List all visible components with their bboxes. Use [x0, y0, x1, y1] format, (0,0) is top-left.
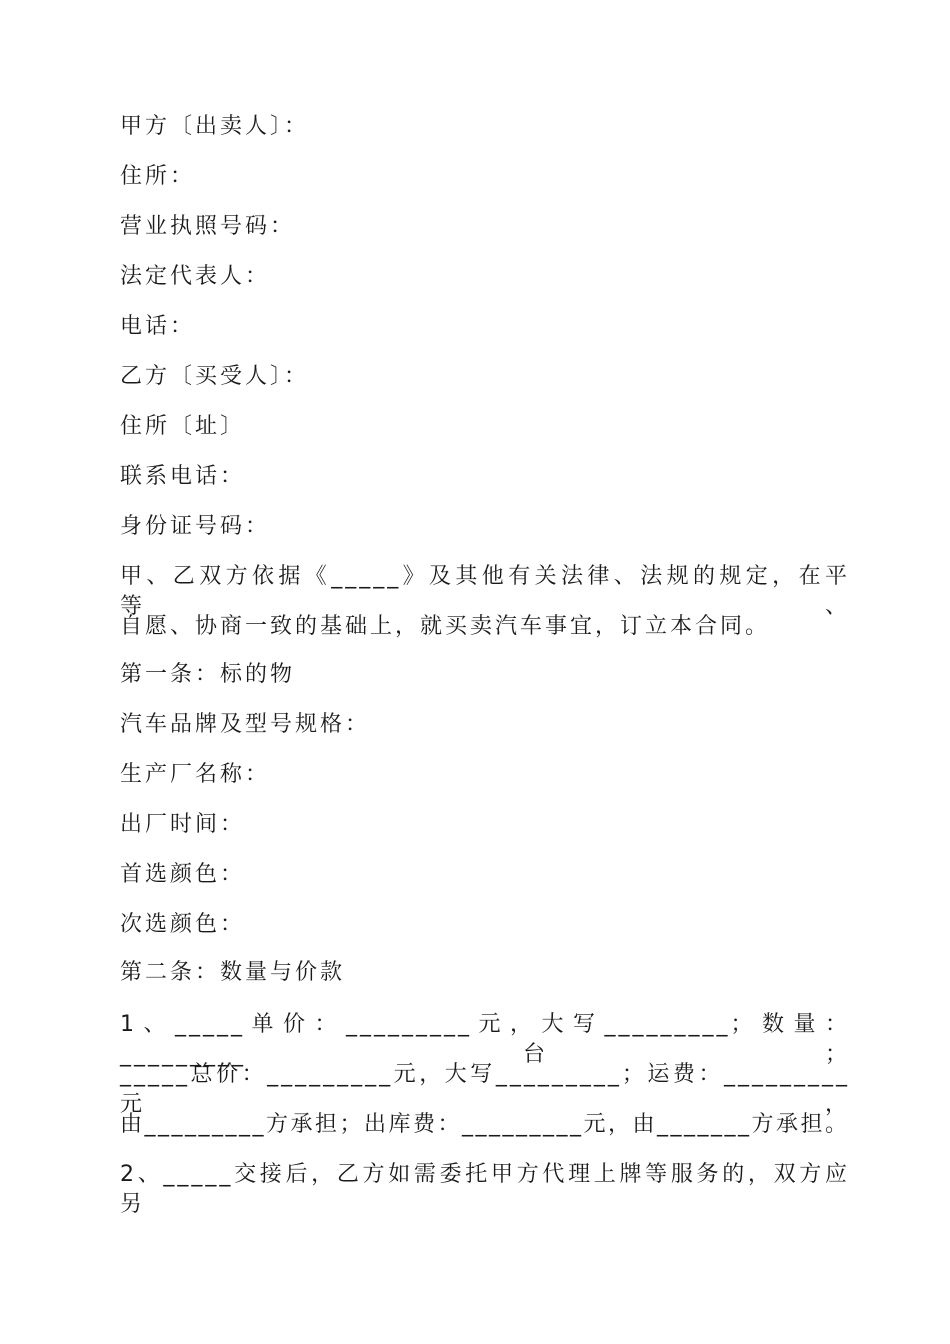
seller-phone-label: 电话：	[120, 314, 196, 339]
price-clause-line-1: 1、_____单价：_________元，大写_________；数量：_________台；	[120, 1012, 850, 1067]
car-brand-model-label: 汽车品牌及型号规格：	[120, 712, 371, 737]
article-2-heading: 第二条：数量与价款	[120, 960, 346, 985]
second-color-label: 次选颜色：	[120, 912, 246, 937]
manufacturer-label: 生产厂名称：	[120, 762, 271, 787]
business-license-label: 营业执照号码：	[120, 214, 296, 239]
price-clause-line-2: _____总价：_________元，大写_________；运费：_________元，	[120, 1062, 850, 1117]
buyer-address-label: 住所〔址〕	[120, 414, 246, 439]
id-number-label: 身份证号码：	[120, 514, 271, 539]
price-clause-line-3: 由_________方承担；出库费：_________元，由_______方承担。	[120, 1112, 850, 1137]
preamble-line-2: 自愿、协商一致的基础上，就买卖汽车事宜，订立本合同。	[120, 614, 771, 639]
buyer-phone-label: 联系电话：	[120, 464, 246, 489]
article-1-heading: 第一条：标的物	[120, 662, 296, 687]
delivery-clause-line-1: 2、_____交接后，乙方如需委托甲方代理上牌等服务的，双方应另	[120, 1162, 850, 1217]
preamble-line-1: 甲、乙双方依据《_____》及其他有关法律、法规的规定，在平等、	[120, 564, 850, 619]
production-date-label: 出厂时间：	[120, 812, 246, 837]
seller-party-label: 甲方〔出卖人〕：	[120, 114, 310, 139]
legal-representative-label: 法定代表人：	[120, 264, 271, 289]
buyer-party-label: 乙方〔买受人〕：	[120, 364, 310, 389]
seller-address-label: 住所：	[120, 164, 196, 189]
first-color-label: 首选颜色：	[120, 862, 246, 887]
